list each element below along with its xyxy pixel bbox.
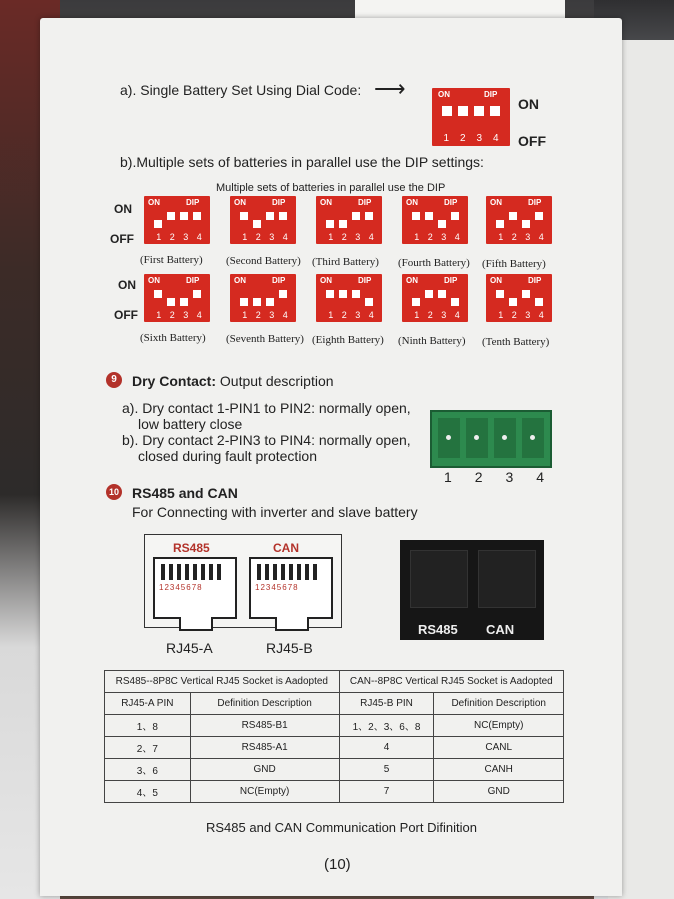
battery-caption: (Tenth Battery) (482, 336, 550, 348)
rj45-b-port (249, 557, 333, 619)
battery-caption: (Fourth Battery) (398, 257, 470, 269)
dip-num: 3 (441, 310, 447, 320)
rj45-b-label: RJ45-B (266, 640, 313, 656)
dip-label: DIP (444, 198, 458, 207)
port-photo (400, 540, 544, 640)
battery-dip-switch (402, 196, 468, 244)
dip-label: DIP (186, 276, 200, 285)
battery-caption: (Ninth Battery) (398, 335, 466, 347)
dry-contact-terminal-block (430, 410, 552, 468)
rs485-label: RS485 (173, 541, 210, 555)
section-9-number: 9 (106, 372, 122, 388)
dip-num: 1 (328, 310, 334, 320)
table-header-left: RS485--8P8C Vertical RJ45 Socket is Aadopted (105, 671, 340, 693)
off-label-row1: OFF (110, 232, 134, 246)
dip-num: 2 (427, 310, 433, 320)
photo-rs485-label: RS485 (418, 622, 458, 637)
battery-dip-switch (230, 196, 296, 244)
table-cell: 4、5 (105, 781, 191, 803)
table-cell: GND (190, 759, 339, 781)
table-cell: 5 (339, 759, 434, 781)
dip-num: 1 (414, 310, 420, 320)
dip-num: 4 (538, 310, 544, 320)
table-cell: NC(Empty) (434, 715, 564, 737)
on-label-row1: ON (114, 202, 132, 216)
section-a-text: a). Single Battery Set Using Dial Code: (120, 82, 362, 98)
dip-label: DIP (358, 276, 372, 285)
dry-contact-b-line1: b). Dry contact 2-PIN3 to PIN4: normally open, (122, 432, 411, 448)
table-column-row (105, 693, 564, 715)
table-cell: RS485-B1 (190, 715, 339, 737)
battery-dip-switch (316, 196, 382, 244)
dry-contact-a-line2: low battery close (138, 416, 243, 432)
dip-on-label: ON (438, 90, 450, 99)
dip-num: 1 (443, 133, 450, 144)
dip-num: 2 (255, 232, 261, 242)
manual-page (40, 18, 622, 896)
dip-num: 1 (498, 310, 504, 320)
section-10-number: 10 (106, 484, 122, 500)
table-cell: CANH (434, 759, 564, 781)
dip-num: 3 (269, 310, 275, 320)
dip-on-label: ON (148, 198, 160, 207)
dip-on-label: ON (406, 276, 418, 285)
table-cell: 7 (339, 781, 434, 803)
table-row (105, 781, 564, 803)
port-pin-numbers: 12345678 (255, 583, 299, 592)
dip-num: 3 (269, 232, 275, 242)
dip-label: DIP (528, 276, 542, 285)
dip-label: DIP (358, 198, 372, 207)
dip-num: 2 (255, 310, 261, 320)
dip-num: 4 (196, 310, 202, 320)
photo-can-label: CAN (486, 622, 515, 637)
dip-on-label: ON (406, 198, 418, 207)
pin-number: 2 (474, 469, 483, 485)
dip-label: DIP (444, 276, 458, 285)
battery-dip-switch (144, 196, 210, 244)
rj45-diagram (144, 534, 342, 628)
section-10-subtitle: For Connecting with inverter and slave battery (132, 504, 418, 520)
dip-num: 1 (328, 232, 334, 242)
table-row (105, 715, 564, 737)
dip-num: 2 (169, 310, 175, 320)
can-label: CAN (273, 541, 299, 555)
battery-dip-switch (316, 274, 382, 322)
pin-number: 1 (444, 469, 452, 485)
page-number: (10) (324, 856, 351, 873)
dip-num: 2 (511, 232, 517, 242)
battery-dip-switch (486, 196, 552, 244)
dip-num: 2 (341, 310, 347, 320)
table-cell: 1、2、3、6、8 (339, 715, 434, 737)
dip-label: DIP (484, 90, 498, 99)
battery-caption: (Sixth Battery) (140, 332, 206, 344)
terminal-pin-numbers (444, 469, 544, 485)
dip-num: 4 (454, 310, 460, 320)
dip-num: 2 (169, 232, 175, 242)
dip-num: 1 (242, 232, 248, 242)
dip-num: 4 (368, 310, 374, 320)
pin-definition-table (104, 670, 564, 803)
dip-on-label: ON (148, 276, 160, 285)
section-9-title: Dry Contact: (132, 373, 217, 389)
table-cell: 1、8 (105, 715, 191, 737)
table-cell: RS485-A1 (190, 737, 339, 759)
battery-dip-switch (144, 274, 210, 322)
table-cell: 4 (339, 737, 434, 759)
table-cell: CANL (434, 737, 564, 759)
battery-caption: (Eighth Battery) (312, 334, 384, 346)
dip-num: 3 (355, 232, 361, 242)
dip-label: DIP (528, 198, 542, 207)
switch-on-label: ON (518, 96, 539, 112)
battery-dip-switch (486, 274, 552, 322)
table-header-right: CAN--8P8C Vertical RJ45 Socket is Aadopted (339, 671, 563, 693)
single-battery-dip-switch (432, 88, 510, 146)
dip-num: 4 (492, 133, 499, 144)
battery-caption: (First Battery) (140, 254, 203, 266)
dip-num: 2 (341, 232, 347, 242)
port-pin-numbers: 12345678 (159, 583, 203, 592)
battery-caption: (Third Battery) (312, 256, 379, 268)
table-cell: 3、6 (105, 759, 191, 781)
table-header-row (105, 671, 564, 693)
table-cell: NC(Empty) (190, 781, 339, 803)
column-header: RJ45-A PIN (105, 693, 191, 715)
pin-number: 4 (536, 469, 544, 485)
figure-title: Multiple sets of batteries in parallel use the DIP (216, 182, 446, 194)
dip-num: 4 (368, 232, 374, 242)
dip-num: 3 (476, 133, 483, 144)
table-caption: RS485 and CAN Communication Port Difinition (206, 820, 477, 835)
dip-num: 1 (498, 232, 504, 242)
dip-num: 2 (427, 232, 433, 242)
dip-label: DIP (272, 276, 286, 285)
dip-num: 1 (242, 310, 248, 320)
dip-num: 3 (183, 310, 189, 320)
dip-num: 4 (454, 232, 460, 242)
table-cell: 2、7 (105, 737, 191, 759)
dip-num: 3 (525, 232, 531, 242)
dip-label: DIP (272, 198, 286, 207)
dip-num: 3 (441, 232, 447, 242)
dip-on-label: ON (234, 198, 246, 207)
dry-contact-b-line2: closed during fault protection (138, 448, 317, 464)
battery-dip-switch (402, 274, 468, 322)
section-10-title: RS485 and CAN (132, 485, 238, 501)
table-cell: GND (434, 781, 564, 803)
dip-num: 4 (282, 232, 288, 242)
dip-num: 3 (183, 232, 189, 242)
dip-label: DIP (186, 198, 200, 207)
dip-num: 1 (414, 232, 420, 242)
dip-num: 2 (459, 133, 466, 144)
switch-off-label: OFF (518, 133, 546, 149)
section-9-heading (132, 373, 334, 389)
dip-on-label: ON (320, 198, 332, 207)
dip-on-label: ON (490, 198, 502, 207)
battery-caption: (Second Battery) (226, 255, 301, 267)
dry-contact-a-line1: a). Dry contact 1-PIN1 to PIN2: normally open, (122, 400, 411, 416)
dip-num: 4 (282, 310, 288, 320)
rj45-a-port (153, 557, 237, 619)
rj45-a-label: RJ45-A (166, 640, 213, 656)
dip-num: 4 (196, 232, 202, 242)
arrow-icon: ⟶ (374, 76, 406, 101)
table-row (105, 737, 564, 759)
table-row (105, 759, 564, 781)
battery-caption: (Seventh Battery) (226, 333, 304, 345)
dip-num: 1 (156, 232, 162, 242)
dip-on-label: ON (490, 276, 502, 285)
column-header: RJ45-B PIN (339, 693, 434, 715)
section-9-subtitle: Output description (219, 373, 334, 389)
dip-on-label: ON (234, 276, 246, 285)
dip-num: 2 (511, 310, 517, 320)
dip-num: 3 (525, 310, 531, 320)
on-label-row2: ON (118, 278, 136, 292)
pin-number: 3 (505, 469, 514, 485)
column-header: Definition Description (434, 693, 564, 715)
dip-on-label: ON (320, 276, 332, 285)
column-header: Definition Description (190, 693, 339, 715)
dip-num: 3 (355, 310, 361, 320)
battery-dip-switch (230, 274, 296, 322)
section-b-text: b).Multiple sets of batteries in parallel use the DIP settings: (120, 154, 484, 170)
dip-num: 1 (156, 310, 162, 320)
off-label-row2: OFF (114, 308, 138, 322)
battery-caption: (Fifth Battery) (482, 258, 546, 270)
dip-num: 4 (538, 232, 544, 242)
